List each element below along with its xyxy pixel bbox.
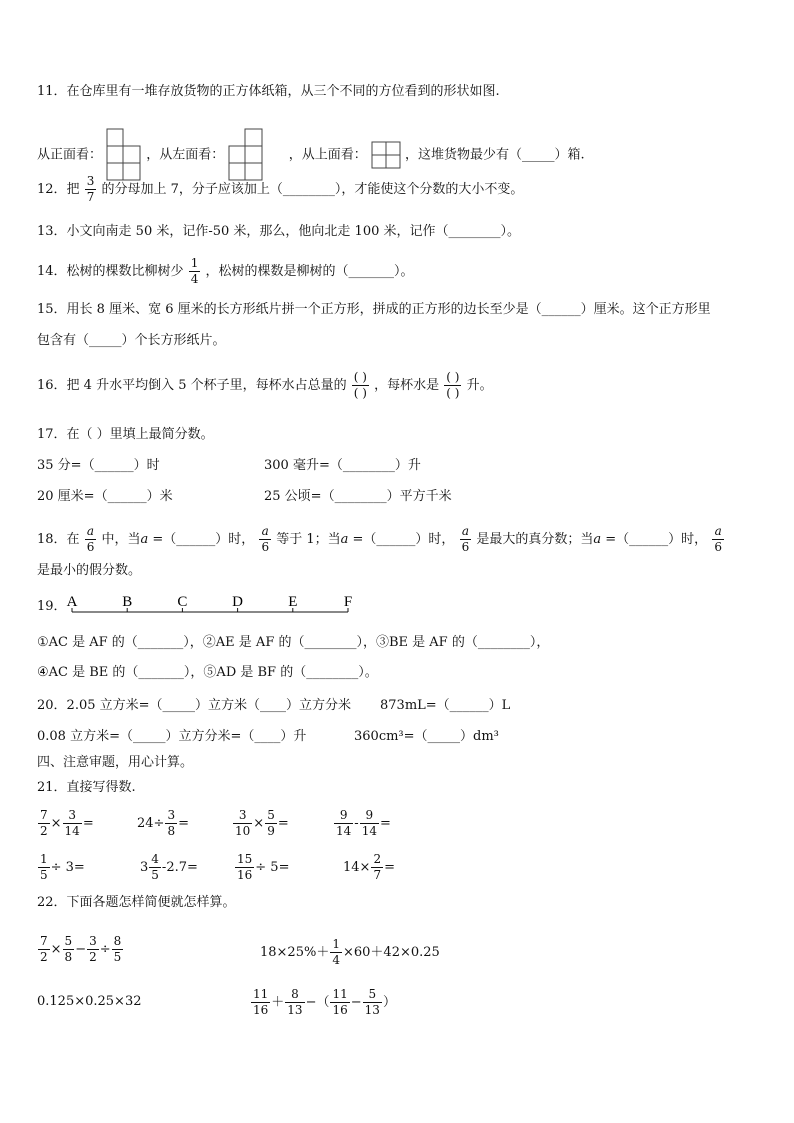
q19-line1: ①AC 是 AF 的（_______），②AE 是 AF 的（________），③BE 是 AF 的（________）， xyxy=(37,635,550,650)
top-view-figure xyxy=(371,141,401,169)
q14-text-a: 14．松树的棵数比柳树少 xyxy=(37,264,184,279)
q14-text-b: ，松树的棵数是柳树的（_______）。 xyxy=(205,264,414,279)
q21-e2: 24÷ $\frac{3}{8}$ = xyxy=(137,808,189,838)
q20-line1a: 20．2.05 立方米=（_____）立方米（____）立方分米 xyxy=(37,698,352,713)
q18-var: a xyxy=(340,532,349,547)
q18-text-d: 等于 1；当 xyxy=(276,532,341,547)
q19-num: 19． xyxy=(37,599,67,614)
q21-e7: $\frac{15}{16}$ ÷ 5= xyxy=(237,852,290,882)
q18-text-a: 18．在 xyxy=(37,532,80,547)
q18-fraction-3: $\frac{a}{6}$ xyxy=(461,524,470,554)
q12-fraction: $\frac{3}{7}$ xyxy=(86,174,95,204)
q18-text-g: =（______）时， xyxy=(605,532,708,547)
q17-title: 17．在（ ）里填上最简分数。 xyxy=(37,427,214,442)
q21-e3: $\frac{3}{10}$ × $\frac{5}{9}$ = xyxy=(235,808,289,838)
q22-e4: $\frac{11}{16}$ ＋ $\frac{8}{13}$ −（ $\frac{11}{16}$ − $\frac{5}{13}$ ） xyxy=(253,987,396,1017)
q18-fraction-2: $\frac{a}{6}$ xyxy=(261,524,270,554)
q13: 13．小文向南走 50 米，记作-50 米，那么，他向北走 100 米，记作（________）。 xyxy=(37,224,520,239)
q21-title: 21．直接写得数. xyxy=(37,780,136,795)
q18-var: a xyxy=(140,532,149,547)
q12 xyxy=(37,174,523,205)
q16-blank-fraction-1[interactable]: ( ) ( ) xyxy=(353,370,367,400)
q11-front-label: 从正面看： xyxy=(37,147,103,163)
q21-e8: 14× $\frac{2}{7}$ = xyxy=(343,852,395,882)
point-label-E: E xyxy=(288,594,298,610)
q18-text-e: =（______）时， xyxy=(352,532,455,547)
q17-r1a: 35 分=（______）时 xyxy=(37,458,160,473)
q15-line2: 包含有（_____）个长方形纸片。 xyxy=(37,333,226,348)
q19-line2: ④AC 是 BE 的（_______），⑤AD 是 BF 的（________）。 xyxy=(37,665,378,680)
number-line-figure xyxy=(66,590,356,616)
q18-text-f: 是最大的真分数；当 xyxy=(476,532,594,547)
q12-text-a: 12．把 xyxy=(37,182,80,197)
q11-left-label: ，从左面看： xyxy=(146,147,225,163)
point-label-A: A xyxy=(66,594,78,610)
q14-fraction: $\frac{1}{4}$ xyxy=(190,256,199,286)
q16-text-b: ，每杯水是 xyxy=(374,378,440,393)
q18-line1 xyxy=(37,524,725,555)
q18-text-b: 中，当 xyxy=(101,532,141,547)
point-label-F: F xyxy=(343,594,353,610)
q18-fraction-1: $\frac{a}{6}$ xyxy=(86,524,95,554)
q18-var: a xyxy=(593,532,602,547)
q22-e1: $\frac{7}{2}$ × $\frac{5}{8}$ − $\frac{3}{2}$ ÷ $\frac{8}{5}$ xyxy=(40,934,122,964)
q22-title: 22．下面各题怎样简便就怎样算。 xyxy=(37,895,236,910)
q18-fraction-4: $\frac{a}{6}$ xyxy=(714,524,722,554)
q20-line1b: 873mL=（______）L xyxy=(380,698,511,713)
q15-line1: 15．用长 8 厘米、宽 6 厘米的长方形纸片拼一个正方形，拼成的正方形的边长至少是（______）厘米。这个正方形里 xyxy=(37,302,711,317)
point-label-C: C xyxy=(177,594,188,610)
q21-e1: $\frac{7}{2}$ × $\frac{3}{14}$ = xyxy=(40,808,94,838)
q21-e5: $\frac{1}{5}$ ÷ 3= xyxy=(40,852,85,882)
q20-line2a: 0.08 立方米=（_____）立方分米=（____）升 xyxy=(37,729,307,744)
q21-e4: $\frac{9}{14}$ - $\frac{9}{14}$ = xyxy=(336,808,391,838)
q11-top-label: ，从上面看： xyxy=(288,147,367,163)
point-label-D: D xyxy=(232,594,244,610)
q22-e2: 18×25%＋ $\frac{1}{4}$ ×60＋42×0.25 xyxy=(260,937,440,967)
section-four-heading: 四、注意审题，用心计算。 xyxy=(37,755,194,770)
q14 xyxy=(37,256,413,287)
q18-line2: 是最小的假分数。 xyxy=(37,563,142,578)
q22-e3: 0.125×0.25×32 xyxy=(37,994,142,1009)
q18-text-c: =（______）时， xyxy=(152,532,255,547)
q16-text-c: 升。 xyxy=(466,378,493,393)
q16-blank-fraction-2[interactable]: ( ) ( ) xyxy=(446,370,460,400)
point-label-B: B xyxy=(122,594,133,610)
q11-tail: ，这堆货物最少有（_____）箱. xyxy=(405,147,585,163)
q17-r2b: 25 公顷=（________）平方千米 xyxy=(264,489,452,504)
q16-text-a: 16．把 4 升水平均倒入 5 个杯子里，每杯水占总量的 xyxy=(37,378,347,393)
q21-e6: 3 $\frac{4}{5}$ -2.7= xyxy=(140,852,198,882)
q20-line2b: 360cm³=（_____）dm³ xyxy=(354,729,499,744)
q11-line1: 11．在仓库里有一堆存放货物的正方体纸箱，从三个不同的方位看到的形状如图. xyxy=(37,84,500,99)
q17-r2a: 20 厘米=（______）米 xyxy=(37,489,173,504)
q17-r1b: 300 毫升=（________）升 xyxy=(264,458,421,473)
q12-text-b: 的分母加上 7，分子应该加上（________），才能使这个分数的大小不变。 xyxy=(101,182,524,197)
q16 xyxy=(37,370,493,401)
